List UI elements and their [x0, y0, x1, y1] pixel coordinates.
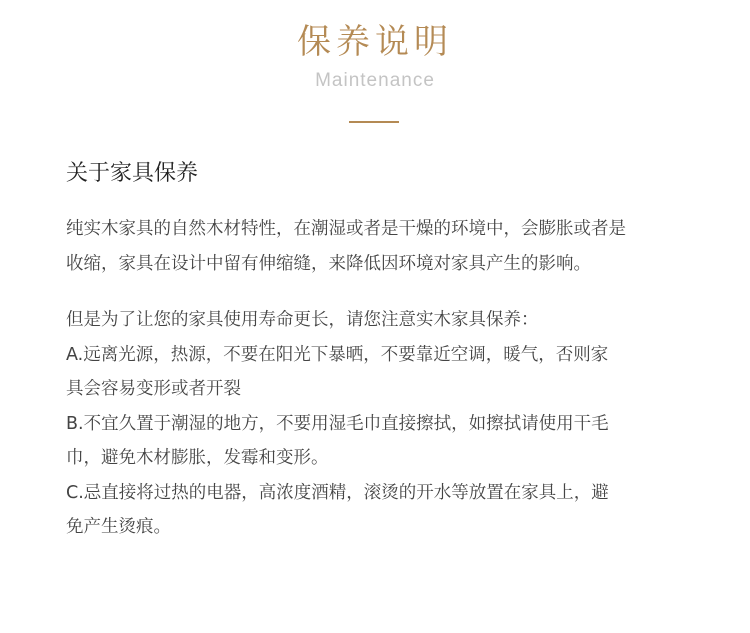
intro-line: 纯实木家具的自然木材特性，在潮湿或者是干燥的环境中，会膨胀或者是 [66, 219, 626, 239]
page-title: 保养说明 [297, 22, 453, 62]
page-header [0, 18, 750, 94]
title-divider [349, 121, 399, 123]
intro-paragraph [66, 212, 706, 281]
care-line: A.远离光源，热源，不要在阳光下暴晒，不要靠近空调，暖气，否则家 [66, 344, 609, 365]
care-line: 免产生烫痕。 [66, 517, 171, 537]
intro-line: 收缩，家具在设计中留有伸缩缝，来降低因环境对家具产生的影响。 [66, 253, 591, 274]
page-subtitle: Maintenance [315, 70, 435, 91]
maintenance-content [66, 156, 706, 545]
care-line: C.忌直接将过热的电器，高浓度酒精，滚烫的开水等放置在家具上，避 [66, 482, 609, 503]
care-line: B.不宜久置于潮湿的地方，不要用湿毛巾直接擦拭，如擦拭请使用干毛 [66, 413, 609, 434]
care-paragraph [66, 303, 706, 545]
care-line: 但是为了让您的家具使用寿命更长，请您注意实木家具保养： [66, 310, 539, 330]
care-line: 巾，避免木材膨胀，发霉和变形。 [66, 448, 329, 468]
section-heading: 关于家具保养 [66, 161, 199, 186]
paragraph-gap [66, 281, 706, 303]
care-line: 具会容易变形或者开裂 [66, 379, 241, 399]
